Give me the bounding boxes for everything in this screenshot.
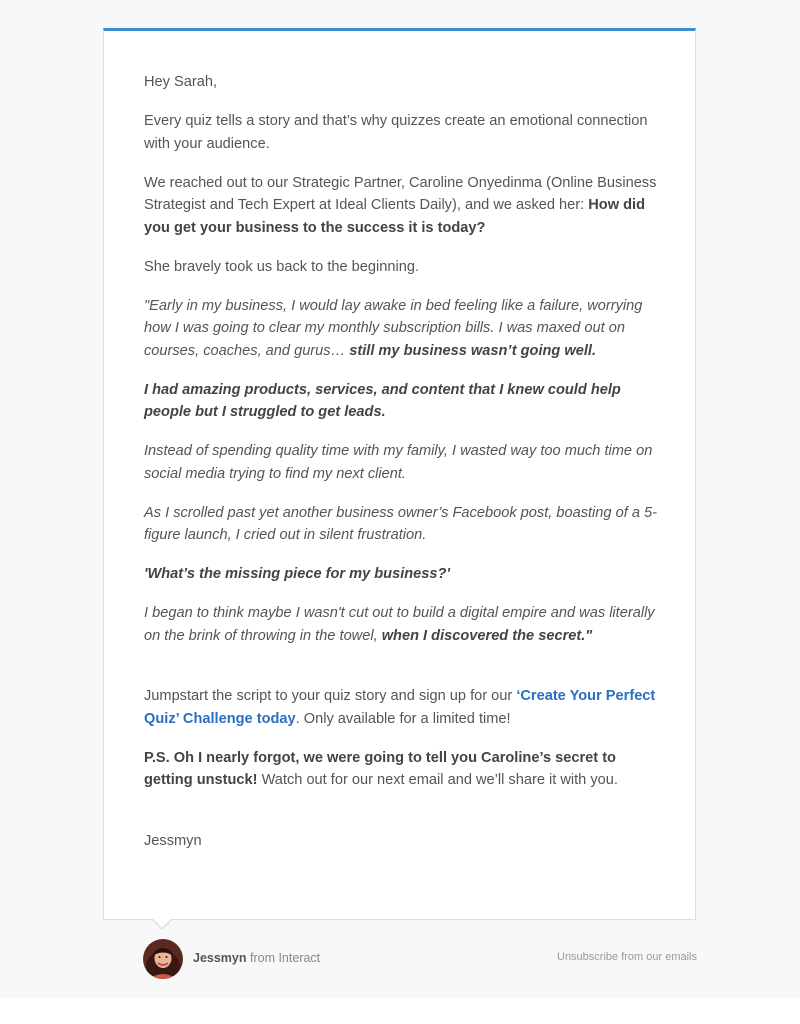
quote-5-bold: 'What’s the missing piece for my business?'	[144, 566, 450, 582]
quote-paragraph-4: As I scrolled past yet another business owner’s Facebook post, boasting of a 5-figure launch, I cried out in silent frustration.	[144, 504, 657, 543]
quote-paragraph-5	[144, 563, 660, 586]
ps-paragraph	[144, 747, 660, 792]
paragraph-partner	[144, 172, 660, 240]
sender-from: from Interact	[246, 951, 321, 965]
quote-1-bold: still my business wasn’t going well.	[349, 342, 597, 359]
unsubscribe-link[interactable]: Unsubscribe from our emails	[557, 951, 697, 963]
quote-6-text: I began to think maybe I wasn't cut out to build a digital empire and was literally on the brink of throwing in the towel,	[144, 605, 655, 644]
card-pointer-fill	[153, 919, 171, 928]
sender-line	[193, 951, 320, 965]
quote-paragraph-3: Instead of spending quality time with my family, I wasted way too much time on social media trying to find my next client.	[144, 443, 653, 482]
sender-name: Jessmyn	[193, 951, 247, 965]
signature: Jessmyn	[144, 832, 202, 849]
challenge-signup-link[interactable]: ‘Create Your Perfect Quiz’ Challenge today	[144, 688, 656, 727]
ps-text: Watch out for our next email and we’ll share it with you.	[257, 772, 618, 788]
paragraph-intro: Every quiz tells a story and that’s why quizzes create an emotional connection with your audience.	[144, 113, 648, 152]
quote-paragraph-2	[144, 379, 660, 424]
email-footer	[0, 938, 800, 980]
email-body	[144, 71, 660, 869]
paragraph-partner-text: We reached out to our Strategic Partner, Caroline Onyedinma (Online Business Strategist and Tech Expert at Ideal Clients Daily), and we asked her:	[144, 174, 657, 213]
quote-paragraph-1	[144, 295, 660, 363]
greeting: Hey Sarah,	[144, 74, 218, 90]
ps-bold: P.S. Oh I nearly forgot, we were going to tell you Caroline’s secret to getting unstuck!	[144, 749, 616, 788]
quote-2-bold: I had amazing products, services, and content that I knew could help people but I struggled to get leads.	[144, 381, 621, 420]
paragraph-beginning: She bravely took us back to the beginning.	[144, 258, 420, 275]
cta-pre-text: Jumpstart the script to your quiz story and sign up for our	[144, 688, 517, 704]
quote-6-bold: when I discovered the secret."	[381, 627, 593, 644]
cta-post-text: . Only available for a limited time!	[295, 710, 511, 727]
email-card	[103, 28, 696, 920]
quote-paragraph-6	[144, 602, 660, 647]
quote-1-text: "Early in my business, I would lay awake in bed feeling like a failure, worrying how I was going to clear my monthly subscription bills. I was maxed out on courses, coaches, and gurus…	[144, 297, 643, 359]
cta-paragraph	[144, 685, 660, 730]
paragraph-partner-question: How did you get your business to the success it is today?	[144, 197, 646, 236]
sender-avatar	[143, 939, 183, 979]
